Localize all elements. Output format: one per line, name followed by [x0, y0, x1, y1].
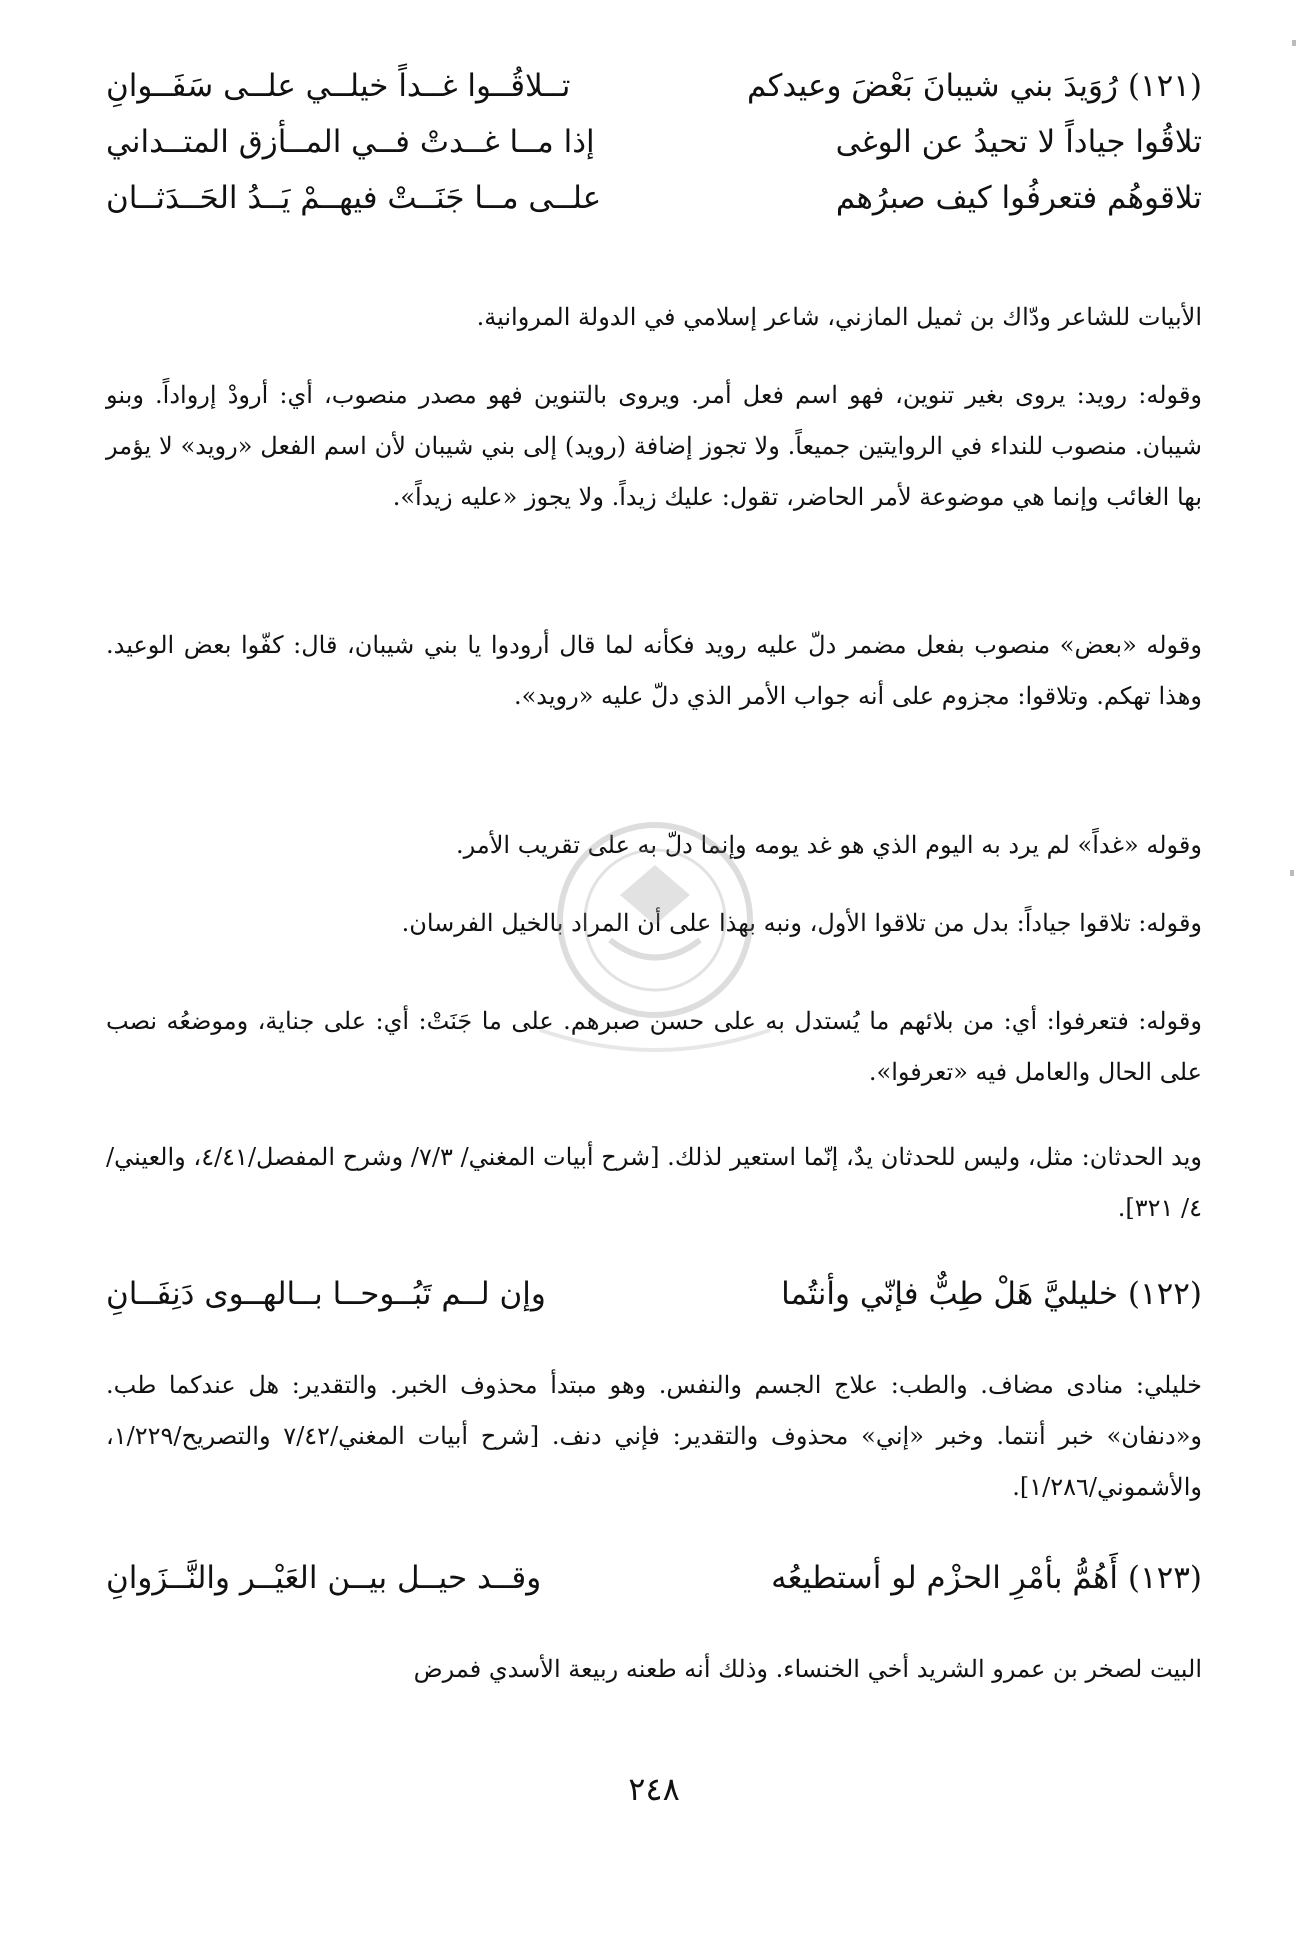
scan-edge-mark: [1292, 40, 1296, 46]
verse-hemistich-second: إذا مــا غــدتْ فــي المــأزق المتــداني: [106, 124, 595, 160]
verse-121-line-3: [106, 180, 1202, 240]
page-number: ٢٤٨: [628, 1770, 680, 1808]
commentary-paragraph: ويد الحدثان: مثل، وليس للحدثان يدٌ، إنّما استعير لذلك. [شرح أبيات المغني/ ٧/٣/ وشرح المفصل/٤/٤١، والعيني/٤/ ٣٢١].: [106, 1143, 1202, 1222]
attribution-paragraph: الأبيات للشاعر ودّاك بن ثميل المازني، شاعر إسلامي في الدولة المروانية.: [476, 303, 1202, 331]
verse-hemistich-first: (١٢٢) خليليَّ هَلْ طِبٌّ فإنّي وأنتُما: [781, 1276, 1202, 1312]
verse-hemistich-second: وإن لــم تَبُــوحــا بــالهــوى دَنِفَــانِ: [106, 1276, 546, 1312]
commentary-paragraph: وقوله «بعض» منصوب بفعل مضمر دلّ عليه رويد فكأنه لما قال أرودوا يا بني شيبان، قال: كفّوا بعض الوعيد. وهذا تهكم. وتلاقوا: مجزوم على أنه جواب الأمر الذي دلّ عليه «رويد».: [106, 631, 1202, 710]
verse-121-line-2: [106, 124, 1202, 184]
library-stamp-watermark: [500, 800, 810, 1100]
verse-hemistich-first: (١٢١) رُوَيدَ بني شيبانَ بَعْضَ وعيدكم: [746, 68, 1202, 104]
verse-hemistich-second: علــى مــا جَنَــتْ فيهــمْ يَــدُ الحَــدَثــان: [106, 180, 602, 216]
commentary-paragraph: البيت لصخر بن عمرو الشريد أخي الخنساء. وذلك أنه طعنه ربيعة الأسدي فمرض: [413, 1655, 1202, 1683]
commentary-paragraph: خليلي: منادى مضاف. والطب: علاج الجسم والنفس. وهو مبتدأ محذوف الخبر. والتقدير: هل عندكما طب. و«دنفان» خبر أنتما. وخبر «إني» محذوف والتقدير: فإني دنف. [شرح أبيات المغني/٧/٤٢ والتصريح/١/٢٢٩، والأشموني/١/٢٨٦].: [106, 1371, 1202, 1501]
verse-hemistich-second: تــلاقُــوا غــداً خيلــي علــى سَفَــوانِ: [106, 68, 571, 104]
verse-123: [106, 1560, 1202, 1620]
verse-hemistich-second: وقــد حيــل بيــن العَيْــر والنَّــزَوانِ: [106, 1560, 542, 1596]
verse-hemistich-first: (١٢٣) أَهُمُّ بأمْرِ الحزْم لو أستطيعُه: [771, 1560, 1202, 1596]
verse-121-line-1: [106, 68, 1202, 128]
verse-hemistich-first: تلاقُوا جياداً لا تحيدُ عن الوغى: [835, 124, 1202, 160]
commentary-paragraph: وقوله: تلاقوا جياداً: بدل من تلاقوا الأول، ونبه بهذا على أن المراد بالخيل الفرسان.: [401, 909, 1202, 937]
commentary-paragraph: وقوله: رويد: يروى بغير تنوين، فهو اسم فعل أمر. ويروى بالتنوين فهو مصدر منصوب، أي: أرودْ إرواداً. وبنو شيبان. منصوب للنداء في الروايتين جميعاً. ولا تجوز إضافة (رويد) إلى بني شيبان لأن اسم الفعل «رويد» لا يؤمر بها الغائب وإنما هي موضوعة لأمر الحاضر، تقول: عليك زيداً. ولا يجوز «عليه زيداً».: [106, 381, 1203, 511]
commentary-paragraph: وقوله «غداً» لم يرد به اليوم الذي هو غد يومه وإنما دلّ به على تقريب الأمر.: [455, 831, 1202, 859]
commentary-paragraph: وقوله: فتعرفوا: أي: من بلائهم ما يُستدل به على حسن صبرهم. على ما جَنَتْ: أي: على جناية، وموضعُه نصب على الحال والعامل فيه «تعرفوا».: [106, 1007, 1202, 1086]
verse-hemistich-first: تلاقوهُم فتعرفُوا كيف صبرُهم: [835, 180, 1202, 216]
scan-edge-mark: [1290, 870, 1294, 876]
verse-122: [106, 1276, 1202, 1336]
